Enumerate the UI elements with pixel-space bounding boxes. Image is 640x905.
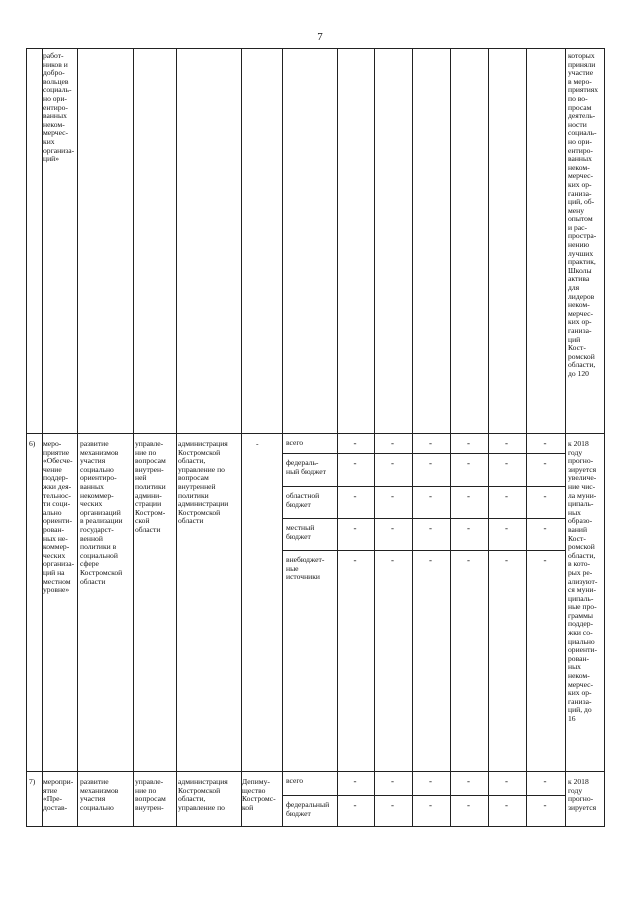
row6-value-0-4: - [505, 438, 508, 448]
row7-number: 7) [29, 777, 36, 786]
row7-event-name: меропри- ятие «Пре- достав- [43, 777, 74, 812]
row7-value-0-2: - [429, 776, 432, 786]
row6-value-4-2: - [429, 555, 432, 565]
row6-value-1-5: - [543, 458, 547, 468]
row6-value-3-4: - [505, 523, 508, 533]
row7-value-0-0: - [353, 776, 357, 786]
row6-value-2-2: - [429, 491, 432, 501]
row6-partner: - [256, 439, 259, 448]
row7-value-1-1: - [391, 800, 394, 810]
row6-value-2-1: - [391, 491, 394, 501]
cont-result: которых приняли участие в меро- приятиях по во- просам деятель- ности социаль- но ори- ентиро- ванных неком- мерчес- ких ор- ганиза- ций, об- мену опытом и рас- простра- нению лучших практик, Школы актива для лидеров неком- мерчес- ких ор- ганиза- ций Кост- ромской области, до 120 [568, 51, 599, 378]
row6-value-2-4: - [505, 491, 508, 501]
row6-goal: развитие механизмов участия социально ориентиро- ванных некоммер- ческих организаций в реализации государст- венной политики в социальной сфере Костромской области [80, 439, 123, 586]
row6-value-4-5: - [543, 555, 547, 565]
row6-value-0-2: - [429, 438, 432, 448]
row6-value-2-5: - [543, 491, 547, 501]
cont-event-name: работ- ников и добро- вольцев социаль- но ори- ентиро- ванных неком- мерчес- ких организа- ций» [43, 51, 75, 164]
row6-value-1-0: - [353, 458, 357, 468]
row7-goal: развитие механизмов участия социально [80, 777, 119, 812]
row6-source-4: внебюджет- ные источники [286, 555, 325, 582]
row7-value-0-4: - [505, 776, 508, 786]
row6-value-2-0: - [353, 491, 357, 501]
row7-executor: управле- ние по вопросам внутрен- [135, 777, 166, 812]
row7-value-0-3: - [467, 776, 470, 786]
row7-value-0-5: - [543, 776, 547, 786]
row7-value-1-3: - [467, 800, 470, 810]
row6-value-3-3: - [467, 523, 470, 533]
row6-value-3-0: - [353, 523, 357, 533]
row6-value-2-3: - [467, 491, 470, 501]
row6-value-1-1: - [391, 458, 394, 468]
row7-source-1: федеральный бюджет [286, 800, 330, 818]
row6-source-2: областной бюджет [286, 491, 320, 509]
row6-value-3-1: - [391, 523, 394, 533]
row6-value-3-5: - [543, 523, 547, 533]
row6-source-0: всего [286, 438, 304, 447]
row6-value-1-4: - [505, 458, 508, 468]
row7-source-0: всего [286, 776, 304, 785]
page-number: 7 [317, 31, 323, 43]
row7-value-1-4: - [505, 800, 508, 810]
row6-value-4-1: - [391, 555, 394, 565]
row7-admin: администрация Костромской области, управление по [178, 777, 228, 812]
row6-value-0-5: - [543, 438, 547, 448]
row6-source-3: местный бюджет [286, 523, 315, 541]
row6-value-4-4: - [505, 555, 508, 565]
row7-result: к 2018 году прогно- зируется [568, 777, 597, 812]
row7-value-1-2: - [429, 800, 432, 810]
row6-value-1-3: - [467, 458, 470, 468]
row7-value-0-1: - [391, 776, 394, 786]
row7-value-1-5: - [543, 800, 547, 810]
row6-value-4-0: - [353, 555, 357, 565]
row6-number: 6) [29, 439, 36, 448]
row6-event-name: меро- приятие «Обесче- чение поддер- жки дея- тельнос- ти соци- ально ориенти- рован- ных не- коммер- ческих организа- ций на местном уровне» [43, 439, 75, 595]
row7-value-1-0: - [353, 800, 357, 810]
row6-value-4-3: - [467, 555, 470, 565]
row6-admin: администрация Костромской области, управление по вопросам внутренней политики администрации Костромской области [178, 439, 229, 526]
row6-value-3-2: - [429, 523, 432, 533]
row6-executor: управле- ние по вопросам внутрен- ней политики админи- страции Костром- ской области [135, 439, 166, 534]
row6-value-0-3: - [467, 438, 470, 448]
row6-result: к 2018 году прогно- зируется увеличе- ние чис- ла муни- ципаль- ных образо- ваний Кост- ромской области, в кото- рых ре- ализуют- ся муни- ципаль- ные про- граммы поддер- жки со- циально ориенти- рован- ных неком- мерчес- ких ор- ганиза- ций, до 16 [568, 439, 598, 723]
row6-source-1: федераль- ный бюджет [286, 458, 326, 476]
row6-value-1-2: - [429, 458, 432, 468]
row6-value-0-1: - [391, 438, 394, 448]
row6-value-0-0: - [353, 438, 357, 448]
row7-partner: Депиму- щество Костромс- кой [242, 777, 276, 812]
